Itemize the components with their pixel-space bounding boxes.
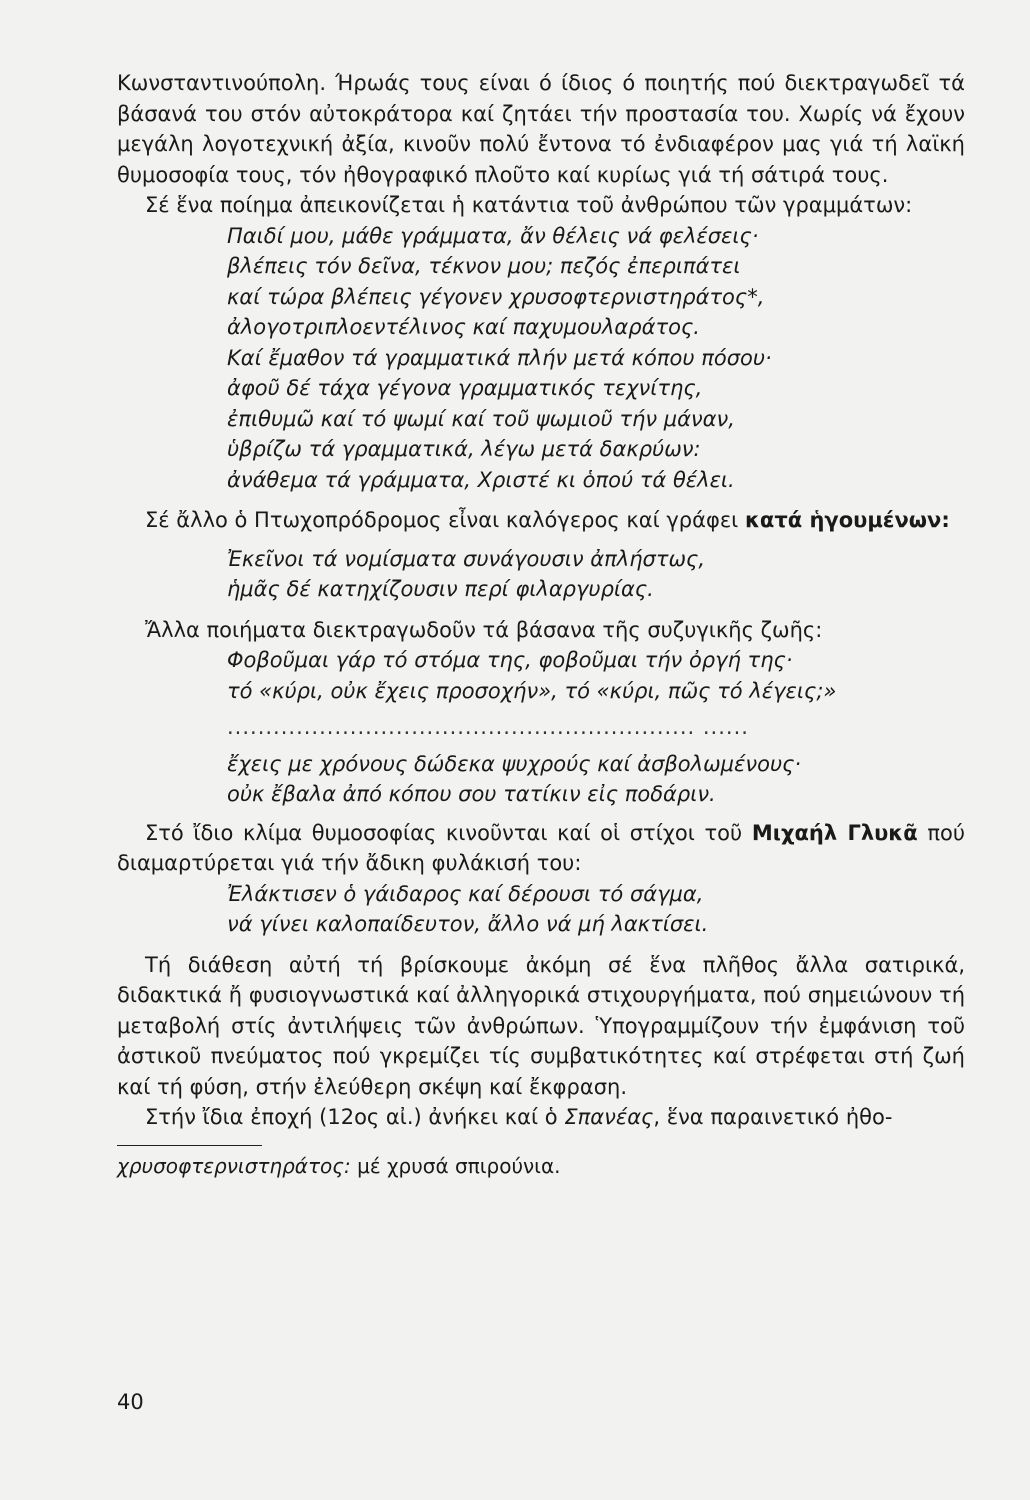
text-column [117, 68, 965, 1180]
paragraph-7-end: , ἕνα παραινετικό ἠθο- [653, 1105, 893, 1129]
work-title: Σπανέας [564, 1105, 654, 1129]
verse-line: ἀφοῦ δέ τάχα γέγονα γραμματικός τεχνίτης, [227, 376, 703, 400]
verse-block-2 [117, 544, 965, 605]
paragraph-5-text: Στό ἴδιο κλίμα θυμοσοφίας κινοῦνται καί οἱ στίχοι τοῦ [145, 820, 743, 845]
verse-line: βλέπεις τόν δεῖνα, τέκνον μου; πεζός ἐπεριπάτει [227, 254, 741, 278]
verse-line: Φοβοῦμαι γάρ τό στόμα της, φοβοῦμαι τήν ὀργή της· [227, 648, 793, 672]
paragraph-3 [117, 505, 965, 536]
footnote-rule [117, 1145, 262, 1146]
paragraph-2: Σέ ἕνα ποίημα ἀπεικονίζεται ἡ κατάντια τοῦ ἀνθρώπου τῶν γραμμάτων: [145, 193, 913, 217]
verse-line: Παιδί μου, μάθε γράμματα, ἄν θέλεις νά φελέσεις· [227, 223, 759, 248]
verse-line: οὐκ ἔβαλα ἀπό κόπου σου τατίκιν εἰς ποδάριν. [227, 782, 716, 806]
paragraph-5-end: πού διαμαρτύρεται γιά τήν ἄδικη φυλάκισή του: [117, 820, 965, 875]
verse-line: Ἐλάκτισεν ὁ γάιδαρος καί δέρουσι τό σάγμα, [227, 881, 704, 906]
verse-line: καί τώρα βλέπεις γέγονεν χρυσοφτερνιστηράτος*, [227, 284, 765, 309]
paragraph-1: Κωνσταντινούπολη. Ήρωάς τους είναι ό ίδιος ό ποιητής πού διεκτραγωδεῖ τά βάσανά του στόν αὐτοκράτορα καί ζητάει τήν προστασία του. Χωρίς νά ἔχουν μεγάλη λογοτεχνική ἀξία, κινοῦν πολύ ἔντονα τό ἐνδιαφέρον μας γιά τή λαϊκή θυμοσοφία τους, τόν ἠθογραφικό πλοῦτο καί κυρίως γιά τή σάτιρά τους. [117, 71, 965, 187]
paragraph-6: Τή διάθεση αὐτή τή βρίσκουμε ἀκόμη σέ ἕνα πλῆθος ἄλλα σατιρικά, διδακτικά ἤ φυσιογνωστικά καί ἀλληγορικά στιχουργήματα, πού σημειώνουν τή μεταβολή στίς ἀντιλήψεις τῶν ἀνθρώπων. Ὑπογραμμίζουν τήν ἐμφάνιση τοῦ ἀστικοῦ πνεύματος πού γκρεμίζει τίς συμβατικότητες καί στρέφεται στή ζωή καί τή φύση, στήν ἐλεύθερη σκέψη καί ἔκφραση. [117, 952, 965, 1099]
verse-line: τό «κύρι, οὐκ ἔχεις προσοχήν», τό «κύρι, πῶς τό λέγεις;» [227, 678, 837, 703]
verse-block-1 [117, 221, 965, 496]
author-name: Μιχαήλ Γλυκᾶ [751, 820, 918, 845]
verse-line: ὑβρίζω τά γραμματικά, λέγω μετά δακρύων: [227, 437, 701, 461]
paragraph-5 [117, 818, 965, 879]
verse-line: Καί ἔμαθον τά γραμματικά πλήν μετά κόπου πόσου· [227, 345, 772, 370]
footnote-term: χρυσοφτερνιστηράτος: [117, 1153, 351, 1178]
paragraph-7-text: Στήν ἴδια ἐποχή (12ος αἰ.) ἀνήκει καί ὁ [145, 1105, 558, 1129]
footnote [117, 1152, 965, 1180]
omission-dots: ............................................................. ...... [227, 715, 749, 739]
paragraph-3-bold: κατά ἡγουμένων [744, 508, 942, 532]
verse-line: Ἐκεῖνοι τά νομίσματα συνάγουσιν ἀπλήστως, [227, 546, 706, 571]
verse-line: ἡμᾶς δέ κατηχίζουσιν περί φιλαργυρίας. [227, 577, 654, 601]
verse-line: ἔχεις με χρόνους δώδεκα ψυχρούς καί ἀσβολωμένους· [227, 751, 802, 776]
paragraph-4: Ἄλλα ποιήματα διεκτραγωδοῦν τά βάσανα τῆς συζυγικῆς ζωῆς: [145, 617, 823, 642]
verse-line: ἀλογοτριπλοεντέλινος καί παχυμουλαράτος. [227, 315, 700, 339]
paragraph-7 [117, 1102, 965, 1133]
verse-block-5 [117, 879, 965, 940]
verse-line: ἀνάθεμα τά γράμματα, Χριστέ κι ὁπού τά θέλει. [227, 467, 735, 492]
paragraph-3-colon: : [941, 508, 950, 532]
verse-line: ἐπιθυμῶ καί τό ψωμί καί τοῦ ψωμιοῦ τήν μάναν, [227, 406, 735, 431]
verse-line: νά γίνει καλοπαίδευτον, ἄλλο νά μή λακτίσει. [227, 912, 709, 936]
page-number: 40 [117, 1390, 144, 1414]
verse-block-3 [117, 645, 965, 810]
footnote-definition: μέ χρυσά σπιρούνια. [357, 1153, 561, 1178]
paragraph-3-text: Σέ ἄλλο ὁ Πτωχοπρόδρομος εἶναι καλόγερος καί γράφει [145, 508, 739, 532]
